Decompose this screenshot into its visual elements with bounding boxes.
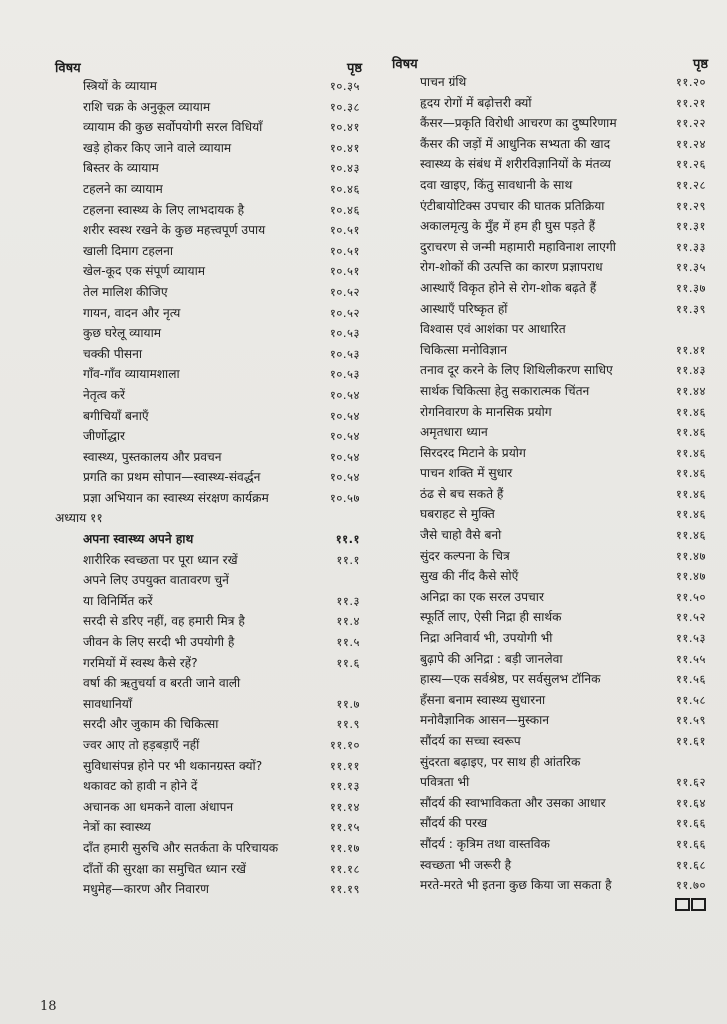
entry-title: सौंदर्य की परख <box>420 816 488 831</box>
entry-title: आस्थाएँ विकृत होने से रोग-शोक बढ़ते हैं <box>420 280 597 295</box>
toc-entry <box>392 628 708 649</box>
entry-title: प्रगति का प्रथम सोपान—स्वास्थ्य-संवर्द्धन <box>83 470 261 485</box>
toc-left-column <box>55 52 362 900</box>
entry-title: सौंदर्य की स्वाभाविकता और उसका आधार <box>420 795 606 810</box>
entry-page-number: ११.६६ <box>675 816 706 831</box>
toc-entry <box>392 731 708 752</box>
toc-entry <box>392 484 708 505</box>
toc-entry <box>392 813 708 834</box>
entry-page-number: १०.४६ <box>329 202 360 217</box>
entry-title: सिरदरद मिटाने के प्रयोग <box>420 445 526 460</box>
entry-page-number: ११.४ <box>336 614 360 629</box>
entry-page-number: ११.३७ <box>675 280 706 295</box>
toc-entry <box>55 406 362 427</box>
toc-entry <box>55 653 362 674</box>
entry-page-number: ११.२९ <box>675 198 706 213</box>
toc-entry <box>55 570 362 591</box>
toc-entry <box>55 385 362 406</box>
toc-entry <box>392 793 708 814</box>
toc-entry <box>55 364 362 385</box>
entry-page-number: ११.४६ <box>675 425 706 440</box>
page-heading: पृष्ठ <box>692 57 708 72</box>
entry-page-number: ११.४७ <box>675 569 706 584</box>
toc-entry <box>55 117 362 138</box>
entry-page-number: १०.५१ <box>329 264 360 279</box>
entry-page-number: ११.६८ <box>675 857 706 872</box>
entry-page-number: १०.५४ <box>329 429 360 444</box>
toc-entry <box>55 282 362 303</box>
entry-title: अपने लिए उपयुक्त वातावरण चुनें <box>83 573 229 588</box>
entry-page-number: १०.३८ <box>329 99 360 114</box>
entry-page-number: ११.६२ <box>675 775 706 790</box>
entry-title: अनिद्रा का एक सरल उपचार <box>420 589 544 604</box>
entry-title: कुछ घरेलू व्यायाम <box>83 326 162 341</box>
toc-right-column <box>392 48 708 911</box>
entry-page-number: ११.५० <box>675 589 706 604</box>
entry-title: स्वास्थ्य के संबंध में शरीरविज्ञानियों के मंतव्य <box>420 157 611 172</box>
entry-title: खेल-कूद एक संपूर्ण व्यायाम <box>83 264 206 279</box>
entry-title: दवा खाइए, किंतु सावधानी के साथ <box>420 177 573 192</box>
entry-title: अपना स्वास्थ्य अपने हाथ <box>83 532 194 547</box>
toc-entry <box>392 216 708 237</box>
entry-title: मनोवैज्ञानिक आसन—मुस्कान <box>420 713 550 728</box>
entry-title: प्रज्ञा अभियान का स्वास्थ्य संरक्षण कार्यक्रम <box>83 490 269 505</box>
toc-entry <box>392 381 708 402</box>
page-number: 18 <box>40 999 57 1014</box>
toc-entry <box>392 463 708 484</box>
entry-title: रोगनिवारण के मानसिक प्रयोग <box>420 404 552 419</box>
entry-page-number: १०.४६ <box>329 181 360 196</box>
toc-entry <box>55 735 362 756</box>
toc-entry <box>55 344 362 365</box>
entry-title: तनाव दूर करने के लिए शिथिलीकरण साधिए <box>420 363 613 378</box>
entry-title: खाली दिमाग टहलना <box>83 243 174 258</box>
entry-title: गरमियों में स्वस्थ कैसे रहें? <box>83 655 198 670</box>
entry-title: पाचन शक्ति में सुधार <box>420 466 513 481</box>
entry-page-number: ११.३३ <box>675 239 706 254</box>
square-icon <box>675 898 690 911</box>
entry-title: राशि चक्र के अनुकूल व्यायाम <box>83 99 211 114</box>
entry-title: या विनिर्मित करें <box>83 593 153 608</box>
entry-page-number: ११.४६ <box>675 445 706 460</box>
entry-title: सौंदर्य का सच्चा स्वरूप <box>420 734 521 748</box>
toc-entry <box>392 402 708 423</box>
entry-title: दाँतों की सुरक्षा का समुचित ध्यान रखें <box>83 861 247 876</box>
entry-title: खड़े होकर किए जाने वाले व्यायाम <box>83 140 232 155</box>
entry-page-number: ११.६१ <box>675 734 706 748</box>
entry-page-number: ११.२४ <box>675 136 706 151</box>
square-icon <box>691 898 706 911</box>
toc-entry <box>55 200 362 221</box>
entry-title: तेल मालिश कीजिए <box>83 284 168 299</box>
entry-title: स्त्रियों के व्यायाम <box>83 79 157 93</box>
entry-title: जैसे चाहो वैसे बनो <box>420 528 502 543</box>
entry-page-number: ११.१३ <box>329 779 360 794</box>
toc-entry <box>392 72 708 93</box>
entry-title: मरते-मरते भी इतना कुछ किया जा सकता है <box>420 878 612 893</box>
entry-page-number: ११.७ <box>336 696 360 711</box>
toc-entry <box>392 587 708 608</box>
entry-page-number: ११.४४ <box>675 383 706 398</box>
entry-page-number: १०.५३ <box>329 326 360 341</box>
toc-entry <box>392 546 708 567</box>
entry-title: कैंसर की जड़ों में आधुनिक सभ्यता की खाद <box>420 136 611 151</box>
entry-title: स्फूर्ति लाए, ऐसी निद्रा ही सार्थक <box>420 610 562 625</box>
entry-page-number: ११.५६ <box>675 672 706 687</box>
entry-page-number: १०.४३ <box>329 161 360 176</box>
toc-entries <box>55 76 362 900</box>
entry-title: कैंसर—प्रकृति विरोधी आचरण का दुष्परिणाम <box>420 116 617 131</box>
toc-entry <box>55 859 362 880</box>
toc-entry <box>55 488 362 509</box>
entry-page-number: १०.५२ <box>329 284 360 299</box>
entry-title: सुंदरता बढ़ाइए, पर साथ ही आंतरिक <box>420 754 581 769</box>
toc-entry <box>55 97 362 118</box>
toc-entry <box>392 299 708 320</box>
entry-page-number: ११.६४ <box>675 795 706 810</box>
entry-title: दुराचरण से जन्मी महामारी महाविनाश लाएगी <box>420 239 616 254</box>
toc-entry <box>55 817 362 838</box>
entry-title: टहलना स्वास्थ्य के लिए लाभदायक है <box>83 202 245 217</box>
entry-page-number: ११.५८ <box>675 692 706 707</box>
entry-page-number: ११.१ <box>336 552 360 567</box>
toc-entry <box>392 607 708 628</box>
toc-entry <box>55 550 362 571</box>
toc-entry <box>55 467 362 488</box>
entry-title: अमृतधारा ध्यान <box>420 425 488 440</box>
subject-heading: विषय <box>55 61 81 76</box>
entry-title: टहलने का व्यायाम <box>83 181 163 196</box>
toc-entry <box>55 838 362 859</box>
toc-entry <box>55 776 362 797</box>
toc-entry <box>55 241 362 262</box>
entry-page-number: ११.१० <box>329 738 360 752</box>
entry-title: हृदय रोगों में बढ़ोत्तरी क्यों <box>420 95 532 110</box>
entry-page-number: ११.३९ <box>675 301 706 316</box>
toc-entry <box>392 257 708 278</box>
toc-entry <box>392 319 708 340</box>
entry-title: पवित्रता भी <box>420 775 470 790</box>
entry-title: चिकित्सा मनोविज्ञान <box>420 342 508 357</box>
entry-page-number: ११.४६ <box>675 466 706 481</box>
entry-title: सरदी और जुकाम की चिकित्सा <box>83 717 219 732</box>
toc-entry <box>55 529 362 550</box>
entry-page-number: ११.२० <box>675 75 706 89</box>
entry-title: सार्थक चिकित्सा हेतु सकारात्मक चिंतन <box>420 383 590 398</box>
page-heading: पृष्ठ <box>346 61 362 76</box>
entry-page-number: ११.२६ <box>675 157 706 172</box>
entry-title: थकावट को हावी न होने दें <box>83 779 198 794</box>
toc-entry <box>55 611 362 632</box>
entry-page-number: १०.४१ <box>329 140 360 155</box>
entry-title: स्वच्छता भी जरूरी है <box>420 857 512 872</box>
toc-entry <box>392 422 708 443</box>
entry-page-number: ११.३५ <box>675 260 706 275</box>
toc-entry <box>392 752 708 773</box>
entry-page-number: ११.४६ <box>675 528 706 543</box>
entry-title: चक्की पीसना <box>83 346 143 361</box>
entry-page-number: १०.५७ <box>329 490 360 505</box>
entry-title: गाँव-गाँव व्यायामशाला <box>83 367 180 382</box>
toc-entry <box>392 237 708 258</box>
toc-header <box>55 52 362 76</box>
entry-page-number: ११.४६ <box>675 507 706 522</box>
subject-heading: विषय <box>392 57 418 72</box>
entry-page-number: ११.९ <box>336 717 360 732</box>
entry-title: सुविधासंपन्न होने पर भी थकानग्रस्त क्यों? <box>83 758 263 773</box>
entry-title: विश्वास एवं आशंका पर आधारित <box>420 322 566 337</box>
entry-title: ज्वर आए तो हड़बड़ाएँ नहीं <box>83 738 200 752</box>
toc-entry <box>392 360 708 381</box>
toc-entry <box>55 694 362 715</box>
end-mark-icon <box>392 898 708 911</box>
entry-page-number: ११.५ <box>336 635 360 650</box>
entry-page-number: ११.५३ <box>675 631 706 646</box>
toc-entry <box>55 714 362 735</box>
toc-entry <box>55 179 362 200</box>
entry-page-number: १०.५१ <box>329 223 360 238</box>
entry-page-number: ११.४१ <box>675 342 706 357</box>
entry-title: नेत्रों का स्वास्थ्य <box>83 820 151 835</box>
toc-entry <box>392 93 708 114</box>
entry-title: सुंदर कल्पना के चित्र <box>420 548 510 563</box>
entry-page-number: ११.६ <box>336 655 360 670</box>
entry-title: बिस्तर के व्यायाम <box>83 161 159 176</box>
entry-page-number: ११.२१ <box>675 95 706 110</box>
toc-entry <box>55 797 362 818</box>
entry-page-number: ११.४६ <box>675 486 706 501</box>
toc-entry <box>392 855 708 876</box>
toc-entry <box>55 261 362 282</box>
entry-page-number: ११.५२ <box>675 610 706 625</box>
entry-page-number: ११.१८ <box>329 861 360 876</box>
entry-page-number: ११.६६ <box>675 836 706 851</box>
toc-entry <box>392 566 708 587</box>
entry-title: शरीर स्वस्थ रखने के कुछ महत्त्वपूर्ण उपाय <box>83 223 266 238</box>
toc-entry <box>55 879 362 900</box>
entry-page-number: ११.१७ <box>329 840 360 855</box>
entry-title: गायन, वादन और नृत्य <box>83 305 181 320</box>
toc-entry <box>392 154 708 175</box>
entry-title: व्यायाम की कुछ सर्वोपयोगी सरल विधियाँ <box>83 120 263 135</box>
entry-title: जीर्णोद्धार <box>83 429 126 444</box>
toc-entry <box>392 113 708 134</box>
toc-entry <box>55 447 362 468</box>
toc-entry <box>392 443 708 464</box>
toc-entry <box>392 175 708 196</box>
toc-entry <box>55 76 362 97</box>
toc-entry <box>392 278 708 299</box>
entry-page-number: १०.३५ <box>329 79 360 93</box>
entry-page-number: ११.३१ <box>675 219 706 234</box>
entry-title: आस्थाएँ परिष्कृत हों <box>420 301 508 316</box>
entry-page-number: ११.३ <box>336 593 360 608</box>
toc-header <box>392 48 708 72</box>
toc-entry <box>392 772 708 793</box>
entry-title: घबराहट से मुक्ति <box>420 507 495 522</box>
toc-entry <box>392 834 708 855</box>
entry-page-number: १०.५४ <box>329 449 360 464</box>
entry-page-number: १०.५३ <box>329 367 360 382</box>
toc-entry <box>55 138 362 159</box>
entry-title: स्वास्थ्य, पुस्तकालय और प्रवचन <box>83 449 222 464</box>
toc-entry <box>55 323 362 344</box>
entry-title: नेतृत्व करें <box>83 387 125 402</box>
entry-page-number: ११.१५ <box>329 820 360 835</box>
toc-entry <box>55 158 362 179</box>
entry-page-number: ११.४३ <box>675 363 706 378</box>
toc-entry <box>392 875 708 896</box>
toc-entry <box>55 673 362 694</box>
entry-page-number: ११.७० <box>675 878 706 893</box>
entry-page-number: ११.११ <box>329 758 360 773</box>
entry-page-number: ११.४६ <box>675 404 706 419</box>
entry-title: सौंदर्य : कृत्रिम तथा वास्तविक <box>420 836 550 851</box>
toc-entry <box>392 504 708 525</box>
entry-page-number: ११.४७ <box>675 548 706 563</box>
entry-page-number: १०.५४ <box>329 470 360 485</box>
entry-title: एंटीबायोटिक्स उपचार की घातक प्रतिक्रिया <box>420 198 605 213</box>
entry-page-number: ११.१९ <box>329 882 360 897</box>
entry-page-number: १०.५४ <box>329 387 360 402</box>
entry-title: दाँत हमारी सुरुचि और सतर्कता के परिचायक <box>83 840 279 855</box>
entry-title: जीवन के लिए सरदी भी उपयोगी है <box>83 635 235 650</box>
entry-title: अध्याय ११ <box>55 511 103 526</box>
toc-entry <box>392 196 708 217</box>
entry-title: बगीचियाँ बनाएँ <box>83 408 149 423</box>
entry-title: पाचन ग्रंथि <box>420 75 467 89</box>
entry-title: ठंढ से बच सकते हैं <box>420 486 504 501</box>
toc-entry <box>55 303 362 324</box>
entry-page-number: १०.५३ <box>329 346 360 361</box>
toc-entry <box>392 669 708 690</box>
entry-title: सुख की नींद कैसे सोएँ <box>420 569 519 584</box>
toc-entry <box>55 426 362 447</box>
toc-entry <box>55 632 362 653</box>
toc-entry <box>55 756 362 777</box>
toc-entry <box>392 710 708 731</box>
entry-title: रोग-शोकों की उत्पत्ति का कारण प्रज्ञापराध <box>420 260 603 275</box>
entry-page-number: ११.१४ <box>329 799 360 814</box>
toc-entry <box>392 525 708 546</box>
entry-page-number: १०.५१ <box>329 243 360 258</box>
entry-title: निद्रा अनिवार्य भी, उपयोगी भी <box>420 631 553 646</box>
entry-page-number: ११.२२ <box>675 116 706 131</box>
entry-title: हँसना बनाम स्वास्थ्य सुधारना <box>420 692 546 707</box>
entry-title: वर्षा की ऋतुचर्या व बरती जाने वाली <box>83 676 241 691</box>
entry-title: अचानक आ धमकने वाला अंधापन <box>83 799 234 814</box>
toc-entry <box>392 649 708 670</box>
entry-title: बुढ़ापे की अनिद्रा : बड़ी जानलेवा <box>420 651 563 666</box>
toc-entry <box>55 591 362 612</box>
toc-entry <box>55 220 362 241</box>
entry-page-number: ११.२८ <box>675 177 706 192</box>
entry-title: सरदी से डरिए नहीं, वह हमारी मित्र है <box>83 614 245 629</box>
entry-page-number: ११.५५ <box>675 651 706 666</box>
entry-page-number: १०.५२ <box>329 305 360 320</box>
entry-title: हास्य—एक सर्वश्रेष्ठ, पर सर्वसुलभ टॉनिक <box>420 672 601 687</box>
toc-entries <box>392 72 708 896</box>
entry-page-number: १०.४१ <box>329 120 360 135</box>
entry-page-number: ११.१ <box>335 532 360 547</box>
entry-title: शारीरिक स्वच्छता पर पूरा ध्यान रखें <box>83 552 238 567</box>
toc-entry <box>392 340 708 361</box>
entry-title: सावधानियाँ <box>83 696 132 711</box>
entry-title: मधुमेह—कारण और निवारण <box>83 882 209 897</box>
entry-page-number: १०.५४ <box>329 408 360 423</box>
entry-title: अकालमृत्यु के मुँह में हम ही घुस पड़ते हैं <box>420 219 596 234</box>
toc-entry <box>392 134 708 155</box>
chapter-heading <box>55 508 362 529</box>
toc-entry <box>392 690 708 711</box>
entry-page-number: ११.५९ <box>675 713 706 728</box>
